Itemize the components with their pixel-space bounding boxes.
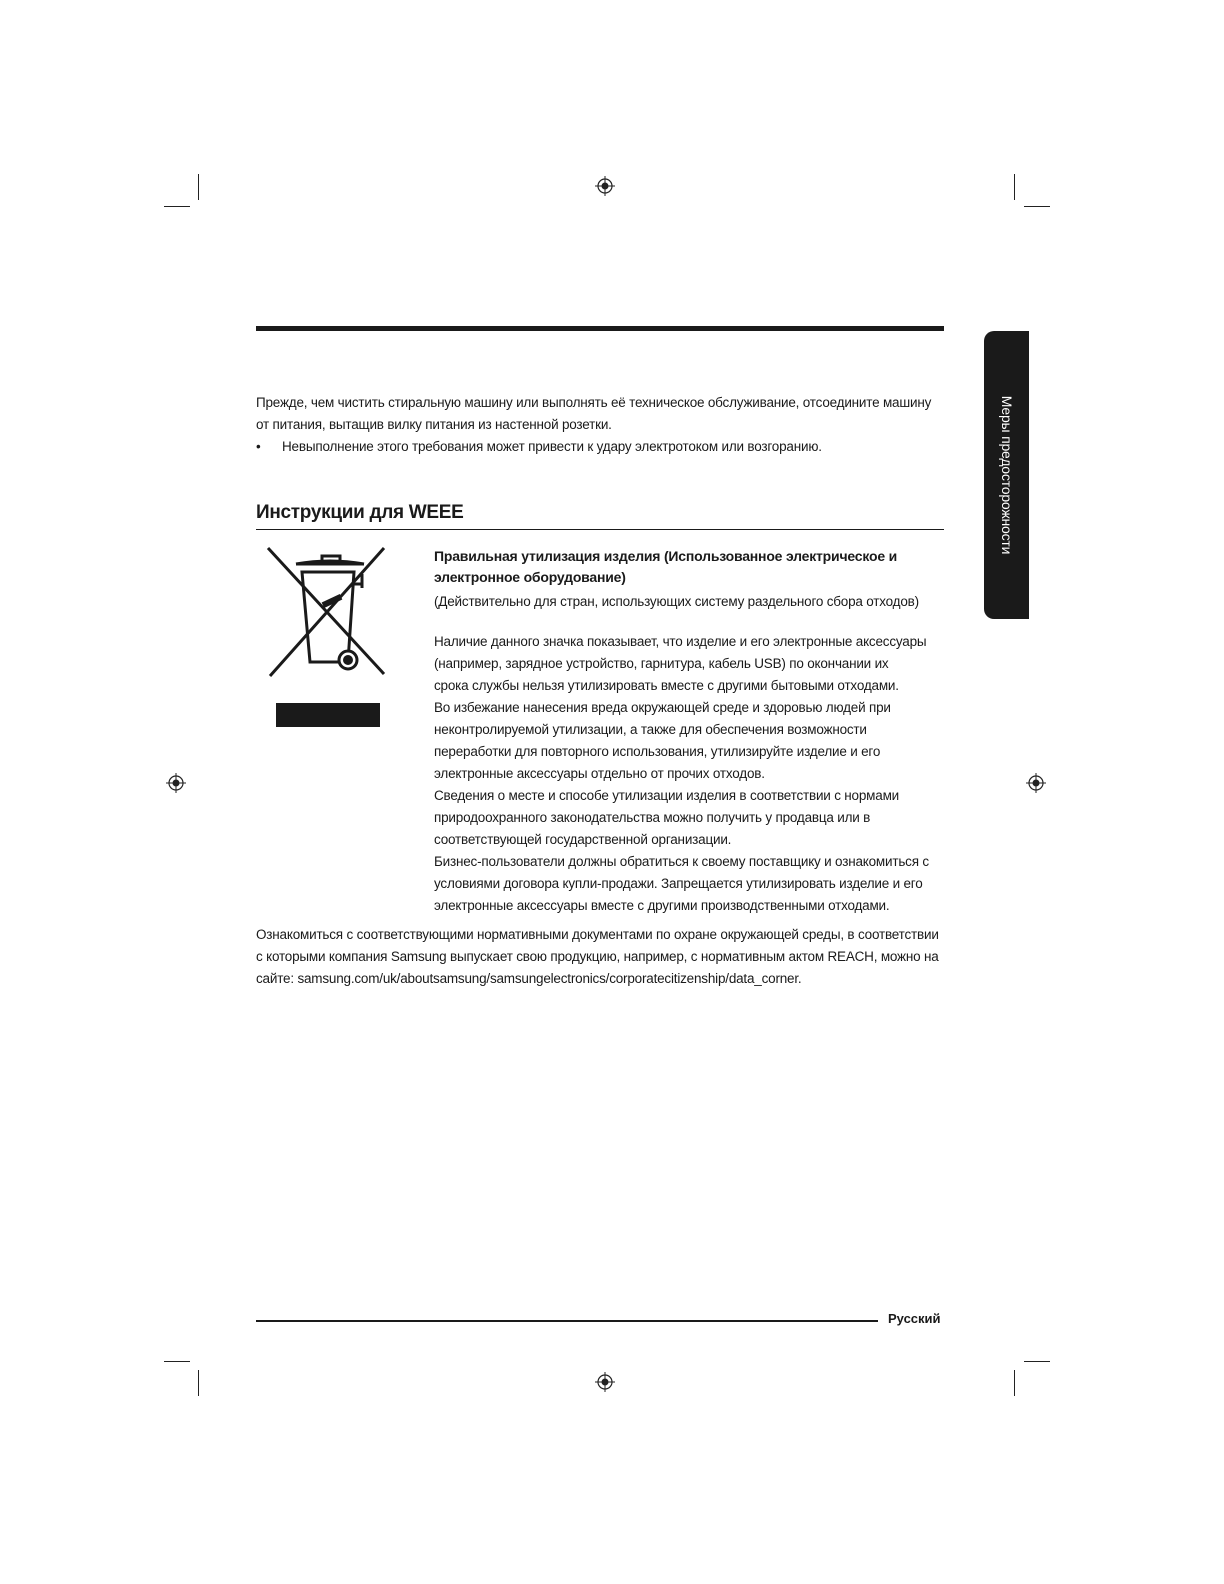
registration-mark-icon: [1026, 773, 1046, 793]
section-heading: Инструкции для WEEE: [256, 502, 464, 523]
body-line: электронные аксессуары вместе с другими производственными отходами.: [434, 898, 890, 913]
body-line: Сведения о месте и способе утилизации изделия в соответствии с нормами: [434, 788, 899, 803]
bottom-rule: [256, 1320, 878, 1322]
body-line: Во избежание нанесения вреда окружающей среде и здоровью людей при: [434, 700, 891, 715]
body-line: неконтролируемой утилизации, а также для обеспечения возможности: [434, 722, 867, 737]
registration-mark-icon: [595, 176, 615, 196]
validity-note: (Действительно для стран, использующих систему раздельного сбора отходов): [434, 594, 919, 609]
side-tab-label: Меры предосторожности: [998, 395, 1015, 555]
intro-paragraph: Прежде, чем чистить стиральную машину или выполнять её техническое обслуживание, отсоедините машину от питания, вытащив вилку питания из настенной розетки.: [256, 395, 932, 432]
weee-body: [434, 631, 946, 917]
section-side-tab: [984, 331, 1029, 619]
warning-bullet: [256, 436, 946, 458]
crop-mark: [164, 206, 190, 207]
top-rule: [256, 326, 944, 331]
subheading: Правильная утилизация изделия (Использованное электрическое и электронное оборудование): [434, 548, 898, 585]
crop-mark: [198, 1370, 199, 1396]
body-line: условиями договора купли-продажи. Запрещается утилизировать изделие и его: [434, 876, 923, 891]
crop-mark: [1014, 174, 1015, 200]
body-line: Наличие данного значка показывает, что изделие и его электронные аксессуары: [434, 634, 927, 649]
registration-mark-icon: [166, 773, 186, 793]
heading-rule: [256, 529, 944, 530]
body-line: срока службы нельзя утилизировать вместе с другими бытовыми отходами.: [434, 678, 899, 693]
crop-mark: [198, 174, 199, 200]
body-line: переработки для повторного использования, утилизируйте изделие и его: [434, 744, 881, 759]
body-line: (например, зарядное устройство, гарнитура, кабель USB) по окончании их: [434, 656, 889, 671]
crop-mark: [1024, 1361, 1050, 1362]
crop-mark: [1024, 206, 1050, 207]
body-line: Бизнес-пользователи должны обратиться к своему поставщику и ознакомиться с: [434, 854, 929, 869]
footer-language: Русский: [888, 1311, 941, 1326]
bullet-text: Невыполнение этого требования может привести к удару электротоком или возгоранию.: [282, 439, 822, 454]
bullet-marker: •: [256, 439, 261, 454]
crop-mark: [1014, 1370, 1015, 1396]
body-line: соответствующей государственной организации.: [434, 832, 732, 847]
black-bar: [276, 703, 380, 727]
body-line: природоохранного законодательства можно получить у продавца или в: [434, 810, 871, 825]
body-line: электронные аксессуары отдельно от прочих отходов.: [434, 766, 765, 781]
crop-mark: [164, 1361, 190, 1362]
reach-paragraph: Ознакомиться с соответствующими нормативными документами по охране окружающей среды, в соответствии с которыми компания Samsung выпускает свою продукцию, например, с нормативным актом REACH, можно на сайте: samsung.com/uk/aboutsamsung/samsungelectronics/corporatecitizenship/data_corner.: [256, 927, 939, 986]
registration-mark-icon: [595, 1372, 615, 1392]
crossed-out-wheelie-bin-icon: [262, 542, 390, 690]
